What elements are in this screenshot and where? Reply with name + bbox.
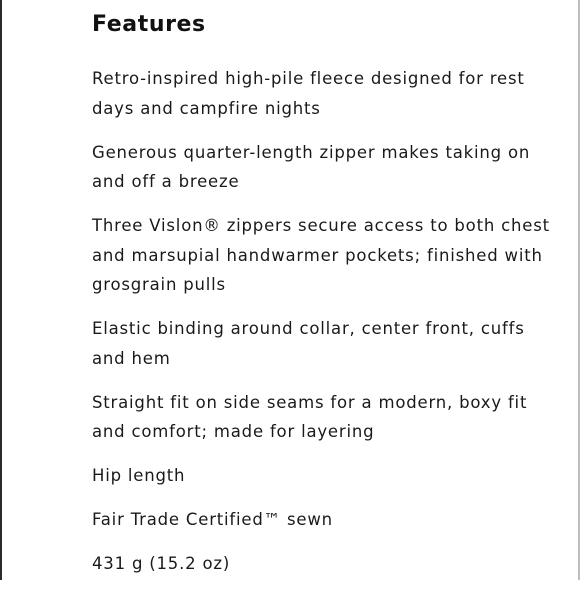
feature-item-weight: 431 g (15.2 oz): [92, 554, 231, 573]
feature-item-pockets: Three Vislon® zippers secure access to both chest and marsupial handwarmer pockets; finished with grosgrain pulls: [92, 216, 550, 294]
feature-item-length: Hip length: [92, 466, 186, 485]
left-edge-border: [0, 0, 2, 580]
features-list: [92, 64, 562, 579]
feature-item-zipper: Generous quarter-length zipper makes taking on and off a breeze: [92, 142, 531, 191]
feature-item-fit: Straight fit on side seams for a modern, boxy fit and comfort; made for layering: [92, 392, 528, 441]
feature-item-fair-trade: Fair Trade Certified™ sewn: [92, 510, 333, 529]
features-heading: Features: [92, 12, 206, 37]
feature-item-fleece: Retro-inspired high-pile fleece designed for rest days and campfire nights: [92, 69, 525, 118]
features-section: [92, 10, 562, 593]
feature-item-elastic-binding: Elastic binding around collar, center front, cuffs and hem: [92, 319, 525, 368]
